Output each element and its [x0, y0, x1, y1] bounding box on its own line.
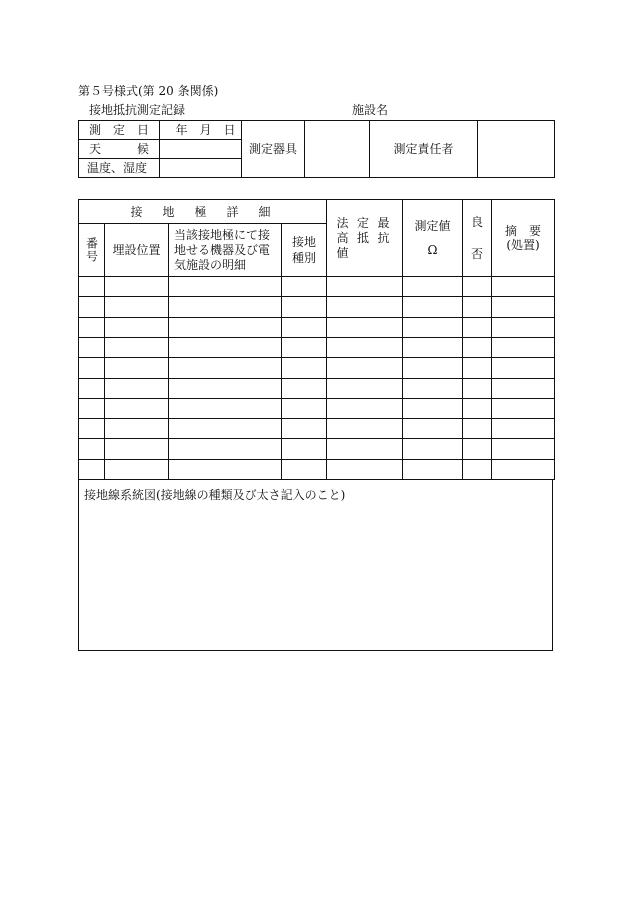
remarks-cell[interactable] — [492, 398, 555, 418]
date-placeholder: 年 月 日 — [175, 123, 236, 137]
legal-max-cell[interactable] — [327, 398, 403, 418]
ground-type-cell[interactable] — [282, 398, 327, 418]
location-cell[interactable] — [105, 337, 169, 357]
measure-date-label: 測 定 日 — [79, 121, 160, 140]
measure-date-field[interactable] — [160, 121, 242, 140]
table-row — [79, 277, 555, 297]
remarks-cell[interactable] — [492, 277, 555, 297]
pass-fail-cell[interactable] — [463, 398, 492, 418]
diagram-label: 接地線系統図(接地線の種類及び太さ記入のこと) — [84, 488, 346, 502]
measured-cell[interactable] — [403, 398, 463, 418]
ground-type-cell[interactable] — [282, 317, 327, 337]
detail-table — [78, 199, 555, 480]
location-header: 埋設位置 — [105, 224, 169, 277]
pass-fail-cell[interactable] — [463, 358, 492, 378]
ground-type-cell[interactable] — [282, 277, 327, 297]
grounding-wire-diagram-area[interactable] — [78, 479, 553, 651]
temp-humidity-label: 温度、湿度 — [79, 159, 160, 178]
equipment-cell[interactable] — [169, 459, 282, 479]
pass-fail-cell[interactable] — [463, 297, 492, 317]
pass-fail-header: 良 否 — [463, 200, 492, 277]
measured-cell[interactable] — [403, 297, 463, 317]
location-cell[interactable] — [105, 317, 169, 337]
pass-fail-cell[interactable] — [463, 459, 492, 479]
number-cell[interactable] — [79, 378, 105, 398]
legal-max-cell[interactable] — [327, 459, 403, 479]
number-cell[interactable] — [79, 358, 105, 378]
legal-max-cell[interactable] — [327, 419, 403, 439]
measured-cell[interactable] — [403, 337, 463, 357]
number-cell[interactable] — [79, 277, 105, 297]
temp-humidity-field[interactable] — [160, 159, 242, 178]
pass-fail-cell[interactable] — [463, 277, 492, 297]
legal-max-cell[interactable] — [327, 317, 403, 337]
legal-max-cell[interactable] — [327, 439, 403, 459]
measured-cell[interactable] — [403, 358, 463, 378]
equipment-cell[interactable] — [169, 419, 282, 439]
measured-cell[interactable] — [403, 277, 463, 297]
equipment-cell[interactable] — [169, 439, 282, 459]
remarks-cell[interactable] — [492, 378, 555, 398]
form-number: 第５号様式(第 20 条関係) — [78, 84, 219, 98]
number-cell[interactable] — [79, 419, 105, 439]
ground-type-cell[interactable] — [282, 419, 327, 439]
table-row — [79, 358, 555, 378]
table-row — [79, 419, 555, 439]
number-cell[interactable] — [79, 398, 105, 418]
legal-max-header: 法定最高抵抗値 — [327, 200, 403, 277]
record-title: 接地抵抗測定記録 — [89, 103, 186, 117]
table-row — [79, 317, 555, 337]
responsible-label: 測定責任者 — [370, 121, 478, 178]
location-cell[interactable] — [105, 358, 169, 378]
header-table — [78, 120, 555, 178]
instrument-label: 測定器具 — [242, 121, 305, 178]
remarks-cell[interactable] — [492, 358, 555, 378]
legal-max-cell[interactable] — [327, 378, 403, 398]
remarks-cell[interactable] — [492, 297, 555, 317]
measured-cell[interactable] — [403, 419, 463, 439]
legal-max-cell[interactable] — [327, 358, 403, 378]
equipment-cell[interactable] — [169, 358, 282, 378]
location-cell[interactable] — [105, 439, 169, 459]
table-row — [79, 459, 555, 479]
pass-fail-cell[interactable] — [463, 439, 492, 459]
responsible-field[interactable] — [478, 121, 555, 178]
table-row — [79, 378, 555, 398]
ground-type-cell[interactable] — [282, 378, 327, 398]
table-row — [79, 297, 555, 317]
table-row — [79, 337, 555, 357]
ground-type-header: 接地種別 — [282, 224, 327, 277]
number-cell[interactable] — [79, 317, 105, 337]
equipment-cell[interactable] — [169, 297, 282, 317]
remarks-cell[interactable] — [492, 439, 555, 459]
pass-fail-cell[interactable] — [463, 337, 492, 357]
facility-name-label: 施設名 — [352, 103, 389, 117]
location-cell[interactable] — [105, 378, 169, 398]
table-row — [79, 439, 555, 459]
remarks-cell[interactable] — [492, 459, 555, 479]
location-cell[interactable] — [105, 297, 169, 317]
equipment-cell[interactable] — [169, 378, 282, 398]
ground-type-cell[interactable] — [282, 459, 327, 479]
instrument-field[interactable] — [305, 121, 370, 178]
measured-cell[interactable] — [403, 439, 463, 459]
number-cell[interactable] — [79, 337, 105, 357]
equipment-cell[interactable] — [169, 398, 282, 418]
table-row — [79, 398, 555, 418]
location-cell[interactable] — [105, 419, 169, 439]
location-cell[interactable] — [105, 398, 169, 418]
pass-fail-cell[interactable] — [463, 419, 492, 439]
equipment-cell[interactable] — [169, 317, 282, 337]
ground-type-cell[interactable] — [282, 358, 327, 378]
measured-cell[interactable] — [403, 317, 463, 337]
measured-value-header: 測定値 Ω — [403, 200, 463, 277]
equipment-header: 当該接地極にて接地せる機器及び電気施設の明細 — [169, 224, 282, 277]
remarks-cell[interactable] — [492, 317, 555, 337]
remarks-header: 摘 要 (処置) — [492, 200, 555, 277]
electrode-detail-header: 接 地 極 詳 細 — [79, 200, 327, 224]
number-cell[interactable] — [79, 459, 105, 479]
location-cell[interactable] — [105, 459, 169, 479]
location-cell[interactable] — [105, 277, 169, 297]
measured-cell[interactable] — [403, 459, 463, 479]
ground-type-cell[interactable] — [282, 297, 327, 317]
measured-cell[interactable] — [403, 378, 463, 398]
number-cell[interactable] — [79, 439, 105, 459]
remarks-cell[interactable] — [492, 337, 555, 357]
legal-max-cell[interactable] — [327, 277, 403, 297]
weather-label: 天 候 — [79, 140, 160, 159]
number-header: 番号 — [79, 224, 105, 277]
ground-type-cell[interactable] — [282, 337, 327, 357]
remarks-cell[interactable] — [492, 419, 555, 439]
legal-max-cell[interactable] — [327, 297, 403, 317]
ohm-unit: Ω — [427, 243, 438, 258]
number-cell[interactable] — [79, 297, 105, 317]
pass-fail-cell[interactable] — [463, 378, 492, 398]
ground-type-cell[interactable] — [282, 439, 327, 459]
pass-fail-cell[interactable] — [463, 317, 492, 337]
equipment-cell[interactable] — [169, 277, 282, 297]
legal-max-cell[interactable] — [327, 337, 403, 357]
weather-field[interactable] — [160, 140, 242, 159]
equipment-cell[interactable] — [169, 337, 282, 357]
